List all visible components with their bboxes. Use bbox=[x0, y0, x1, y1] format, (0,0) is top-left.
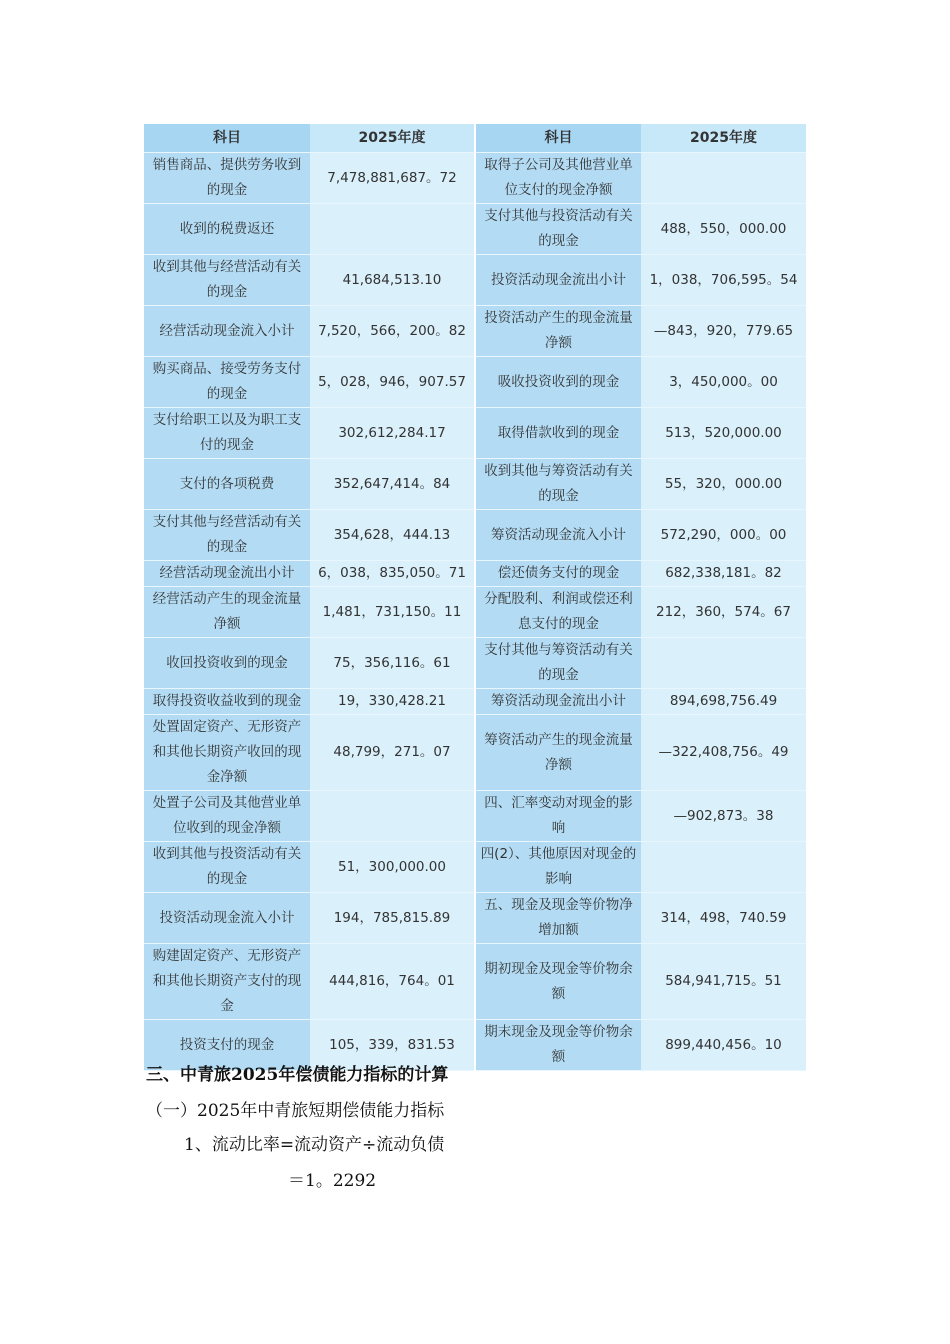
row-subject-right: 支付其他与筹资活动有关的现金 bbox=[475, 638, 641, 689]
row-subject-left: 支付其他与经营活动有关的现金 bbox=[144, 510, 310, 561]
table-row bbox=[144, 153, 806, 204]
row-subject-right: 筹资活动现金流入小计 bbox=[475, 510, 641, 561]
row-subject-right: 筹资活动产生的现金流量净额 bbox=[475, 715, 641, 791]
row-subject-right: 四、汇率变动对现金的影响 bbox=[475, 791, 641, 842]
row-value-left: 1,481，731,150。11 bbox=[310, 587, 475, 638]
row-value-right: 899,440,456。10 bbox=[641, 1020, 806, 1071]
row-value-left: 7,478,881,687。72 bbox=[310, 153, 475, 204]
row-value-right: 488，550，000.00 bbox=[641, 204, 806, 255]
header-year-right: 2025年度 bbox=[641, 124, 806, 153]
row-subject-right: 吸收投资收到的现金 bbox=[475, 357, 641, 408]
row-value-right bbox=[641, 638, 806, 689]
table-row bbox=[144, 408, 806, 459]
row-value-right: —902,873。38 bbox=[641, 791, 806, 842]
row-value-left bbox=[310, 204, 475, 255]
row-subject-right: 期末现金及现金等价物余额 bbox=[475, 1020, 641, 1071]
table-row bbox=[144, 510, 806, 561]
table-row bbox=[144, 357, 806, 408]
row-subject-left: 购买商品、接受劳务支付的现金 bbox=[144, 357, 310, 408]
row-value-right: 212，360，574。67 bbox=[641, 587, 806, 638]
row-value-right bbox=[641, 153, 806, 204]
row-value-right: 584,941,715。51 bbox=[641, 944, 806, 1020]
row-subject-right: 投资活动产生的现金流量净额 bbox=[475, 306, 641, 357]
header-subject-left: 科目 bbox=[144, 124, 310, 153]
row-value-right: 1，038，706,595。54 bbox=[641, 255, 806, 306]
table-row bbox=[144, 689, 806, 715]
row-subject-right: 收到其他与筹资活动有关的现金 bbox=[475, 459, 641, 510]
row-value-left: 7,520，566，200。82 bbox=[310, 306, 475, 357]
row-subject-right: 期初现金及现金等价物余额 bbox=[475, 944, 641, 1020]
current-ratio-result: ＝1。2292 bbox=[288, 1171, 377, 1191]
table-row bbox=[144, 842, 806, 893]
row-subject-left: 投资活动现金流入小计 bbox=[144, 893, 310, 944]
row-value-left: 6，038，835,050。71 bbox=[310, 561, 475, 587]
row-value-left: 48,799，271。07 bbox=[310, 715, 475, 791]
row-subject-left: 经营活动现金流入小计 bbox=[144, 306, 310, 357]
row-subject-left: 取得投资收益收到的现金 bbox=[144, 689, 310, 715]
table-row bbox=[144, 638, 806, 689]
sub-title: （一）2025年中青旅短期偿债能力指标 bbox=[146, 1101, 445, 1121]
row-subject-left: 经营活动产生的现金流量净额 bbox=[144, 587, 310, 638]
header-subject-right: 科目 bbox=[475, 124, 641, 153]
table-header-row bbox=[144, 124, 806, 153]
row-subject-left: 销售商品、提供劳务收到的现金 bbox=[144, 153, 310, 204]
row-value-right: —322,408,756。49 bbox=[641, 715, 806, 791]
cash-flow-table bbox=[144, 124, 806, 1071]
row-value-left: 352,647,414。84 bbox=[310, 459, 475, 510]
row-value-right: 55，320，000.00 bbox=[641, 459, 806, 510]
current-ratio-formula: 1、流动比率=流动资产÷流动负债 bbox=[184, 1135, 445, 1155]
row-value-left: 41,684,513.10 bbox=[310, 255, 475, 306]
table-row bbox=[144, 944, 806, 1020]
row-subject-left: 收到其他与投资活动有关的现金 bbox=[144, 842, 310, 893]
table-row bbox=[144, 255, 806, 306]
table-row bbox=[144, 893, 806, 944]
row-subject-right: 筹资活动现金流出小计 bbox=[475, 689, 641, 715]
row-subject-right: 支付其他与投资活动有关的现金 bbox=[475, 204, 641, 255]
row-value-left: 75，356,116。61 bbox=[310, 638, 475, 689]
row-value-left: 51，300,000.00 bbox=[310, 842, 475, 893]
header-year-left: 2025年度 bbox=[310, 124, 475, 153]
table-row bbox=[144, 459, 806, 510]
row-subject-right: 分配股利、利润或偿还利息支付的现金 bbox=[475, 587, 641, 638]
row-value-left: 354,628，444.13 bbox=[310, 510, 475, 561]
row-value-left: 302,612,284.17 bbox=[310, 408, 475, 459]
row-subject-left: 收到其他与经营活动有关的现金 bbox=[144, 255, 310, 306]
row-value-left: 444,816，764。01 bbox=[310, 944, 475, 1020]
table-row bbox=[144, 587, 806, 638]
row-subject-right: 取得借款收到的现金 bbox=[475, 408, 641, 459]
row-subject-right: 五、现金及现金等价物净增加额 bbox=[475, 893, 641, 944]
row-subject-left: 购建固定资产、无形资产和其他长期资产支付的现金 bbox=[144, 944, 310, 1020]
row-subject-left: 投资支付的现金 bbox=[144, 1020, 310, 1071]
row-value-right: 314，498，740.59 bbox=[641, 893, 806, 944]
section-title: 三、中青旅2025年偿债能力指标的计算 bbox=[146, 1065, 449, 1085]
table-row bbox=[144, 791, 806, 842]
row-subject-left: 收回投资收到的现金 bbox=[144, 638, 310, 689]
row-value-right: 682,338,181。82 bbox=[641, 561, 806, 587]
row-value-left: 105，339，831.53 bbox=[310, 1020, 475, 1071]
row-value-left: 5，028，946，907.57 bbox=[310, 357, 475, 408]
row-value-right: 894,698,756.49 bbox=[641, 689, 806, 715]
table-body bbox=[144, 153, 806, 1071]
row-subject-left: 经营活动现金流出小计 bbox=[144, 561, 310, 587]
row-subject-right: 投资活动现金流出小计 bbox=[475, 255, 641, 306]
row-subject-left: 处置固定资产、无形资产和其他长期资产收回的现金净额 bbox=[144, 715, 310, 791]
row-value-right bbox=[641, 842, 806, 893]
row-subject-left: 支付给职工以及为职工支付的现金 bbox=[144, 408, 310, 459]
row-subject-left: 收到的税费返还 bbox=[144, 204, 310, 255]
row-value-left: 194，785,815.89 bbox=[310, 893, 475, 944]
row-value-right: 513，520,000.00 bbox=[641, 408, 806, 459]
row-value-right: 3，450,000。00 bbox=[641, 357, 806, 408]
row-value-left bbox=[310, 791, 475, 842]
row-value-left: 19，330,428.21 bbox=[310, 689, 475, 715]
table-row bbox=[144, 715, 806, 791]
row-subject-right: 取得子公司及其他营业单位支付的现金净额 bbox=[475, 153, 641, 204]
table-row bbox=[144, 306, 806, 357]
table-row bbox=[144, 561, 806, 587]
row-value-right: 572,290，000。00 bbox=[641, 510, 806, 561]
row-subject-left: 支付的各项税费 bbox=[144, 459, 310, 510]
row-value-right: —843，920，779.65 bbox=[641, 306, 806, 357]
row-subject-right: 偿还债务支付的现金 bbox=[475, 561, 641, 587]
row-subject-right: 四(2）、其他原因对现金的影响 bbox=[475, 842, 641, 893]
row-subject-left: 处置子公司及其他营业单位收到的现金净额 bbox=[144, 791, 310, 842]
table-row bbox=[144, 204, 806, 255]
